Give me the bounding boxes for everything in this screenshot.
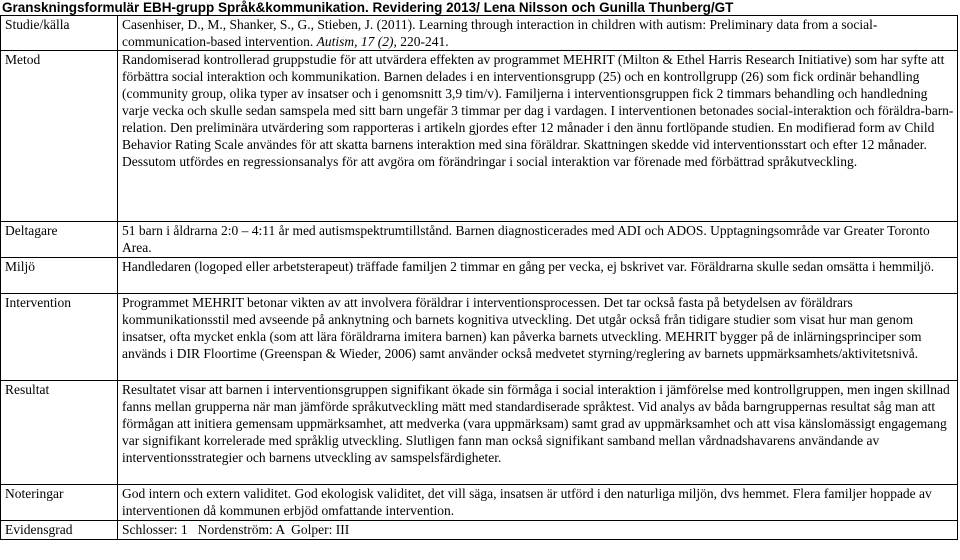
- table-row-studie: [1, 16, 958, 51]
- row-value-intervention: Programmet MEHRIT betonar vikten av att involvera föräldrar i interventionsprocessen. Det tar också fasta på betydelsen av föräldrars kommunikationsstil med avseende på anknytning och barnets kognitiva utveckling. Det utgår också från tidigare studier som visat hur man genom insatser, ofta mycket enkla (som att lära föräldrarna imitera barnen) kan påverka barnets utveckling. MEHRIT bygger på de inlärningsprinciper som används i DIR Floortime (Greenspan & Wieder, 2006) samt använder också medvetet styrning/reglering av barnets uppmärksamhets/aktivitetsnivå.: [118, 294, 958, 381]
- row-value-miljo: Handledaren (logoped eller arbetsterapeut) träffade familjen 2 timmar en gång per vecka, ej bskrivet var. Föräldrarna skulle sedan omsätta i hemmiljö.: [118, 258, 958, 294]
- row-label-metod: Metod: [1, 51, 118, 222]
- table-row-noteringar: [1, 485, 958, 521]
- row-value-noteringar: God intern och extern validitet. God ekologisk validitet, det vill säga, insatsen är utförd i den naturliga miljön, dvs hemmet. Flera familjer hoppade av interventionen då kommunen erbjöd omfattande intervention.: [118, 485, 958, 521]
- document-title: Granskningsformulär EBH-grupp Språk&kommunikation. Revidering 2013/ Lena Nilsson och Gunilla Thunberg/GT: [2, 0, 734, 15]
- citation-journal: Autism, 17 (2),: [316, 34, 397, 49]
- table-row-deltagare: [1, 222, 958, 258]
- row-label-intervention: Intervention: [1, 294, 118, 381]
- table-row-miljo: [1, 258, 958, 294]
- row-value-resultat: Resultatet visar att barnen i interventionsgruppen signifikant ökade sin förmåga i social interaktion i jämförelse med kontrollgruppen, men ingen skillnad fanns mellan grupperna när man jämförde språkutveckling mätt med standardiserade språktest. Vid analys av båda barngruppernas resultat såg man att förmågan att initiera gemensam uppmärksamhet, att medverka (vara uppmärksam) samt grad av uppmärksamhet och att visa känslomässigt engagemang var signifikant korrelerade med språklig utveckling. Slutligen fann man också signifikant samband mellan vårdnadshavarens användande av interventionsstrategier och barnens utveckling av samspelsfärdigheter.: [118, 381, 958, 485]
- review-form-table: [0, 15, 958, 540]
- row-label-studie: Studie/källa: [1, 16, 118, 51]
- row-label-evidens: Evidensgrad: [1, 521, 118, 540]
- table-row-resultat: [1, 381, 958, 485]
- citation-pages: 220-241.: [396, 34, 449, 49]
- citation-text: Casenhiser, D., M., Shanker, S., G., Stieben, J. (2011). Learning through interaction in children with autism: Preliminary data from a social-communication-based intervention.: [122, 17, 878, 49]
- row-value-deltagare: 51 barn i åldrarna 2:0 – 4:11 år med autismspektrumtillstånd. Barnen diagnosticerades med ADI och ADOS. Upptagningsområde var Greater Toronto Area.: [118, 222, 958, 258]
- row-label-deltagare: Deltagare: [1, 222, 118, 258]
- table-row-evidens: [1, 521, 958, 540]
- row-label-resultat: Resultat: [1, 381, 118, 485]
- row-label-miljo: Miljö: [1, 258, 118, 294]
- row-value-metod: Randomiserad kontrollerad gruppstudie för att utvärdera effekten av programmet MEHRIT (Milton & Ethel Harris Research Initiative) som har syfte att förbättra social interaktion och kommunikation. Barnen delades i en interventionsgrupp (25) och en kontrollgrupp (26) som fick ordinär behandling (community group, olika typer av insatser och i genomsnitt 3,9 tim/v). Familjerna i interventionsgruppen fick 2 timmars behandling och handledning varje vecka och skulle sedan samspela med sitt barn ungefär 3 timmar per dag i vardagen. I interventionen betonades social-interaktion och föräldra-barn-relation. Den preliminära utvärdering som rapporteras i artikeln gjordes efter 12 månader i den ännu fortlöpande studien. En modifierad form av Child Behavior Rating Scale användes för att skatta barnens interaktion med sina föräldrar. Skattningen skedde vid interventionsstart och efter 12 månader. Dessutom utfördes en regressionsanalys för att avgöra om förändringar i social interaktion var förenade med förbättrad språkutveckling.: [118, 51, 958, 222]
- table-row-metod: [1, 51, 958, 222]
- row-value-studie: [118, 16, 958, 51]
- row-label-noteringar: Noteringar: [1, 485, 118, 521]
- row-value-evidens: Schlosser: 1 Nordenström: A Golper: III: [118, 521, 958, 540]
- table-row-intervention: [1, 294, 958, 381]
